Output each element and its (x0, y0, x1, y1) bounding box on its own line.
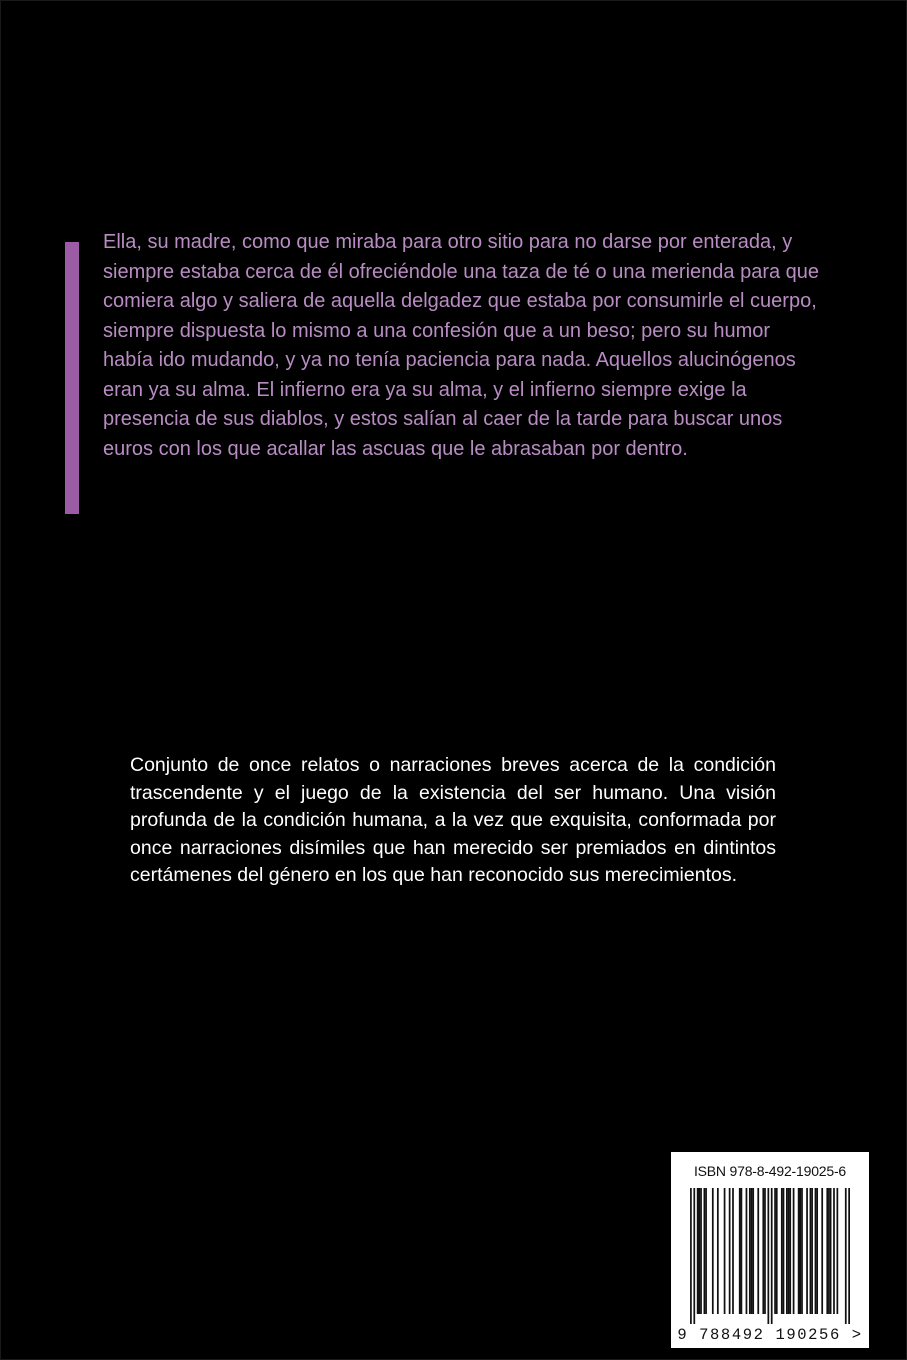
quote-accent-bar (65, 242, 79, 514)
barcode-bar (732, 1188, 734, 1314)
barcode-bar (712, 1188, 714, 1314)
isbn-barcode-box (671, 1152, 869, 1348)
barcode-bar (810, 1188, 812, 1314)
barcode-bar (826, 1188, 828, 1314)
barcode-bar (806, 1188, 808, 1314)
barcode-bar (788, 1188, 790, 1314)
barcode-bar (836, 1188, 838, 1314)
barcode-bar (771, 1188, 773, 1324)
barcode-bar (698, 1188, 700, 1314)
barcode-bar (741, 1188, 743, 1314)
barcode-bar (751, 1188, 753, 1314)
barcode-bar (821, 1188, 823, 1314)
barcode-bar (798, 1188, 800, 1314)
barcode-bar (767, 1188, 769, 1324)
barcode-bar (729, 1188, 731, 1314)
barcode-bar (764, 1188, 766, 1314)
barcode-bar (774, 1188, 776, 1314)
barcode-bar (815, 1188, 817, 1314)
barcode-bar (749, 1188, 751, 1314)
barcode-bar (700, 1188, 702, 1314)
barcode-bar (845, 1188, 847, 1324)
barcode-bar (697, 1188, 699, 1314)
barcode-bar (786, 1188, 788, 1314)
barcode-bar (828, 1188, 830, 1314)
barcode-bar (704, 1188, 706, 1314)
barcode-bar (833, 1188, 835, 1314)
barcode-bar (789, 1188, 791, 1314)
barcode-bar (801, 1188, 803, 1314)
barcode-bar (739, 1188, 741, 1314)
barcode-bars (685, 1188, 855, 1324)
book-synopsis: Conjunto de once relatos o narraciones breves acerca de la condición trascendente y el juego de la existencia del ser humano. Una visión profunda de la condición humana, a la vez que exquisita, conformada por once narraciones disímiles que han merecido ser premiados en dintintos certámenes del género en los que han reconocido sus merecimientos. (130, 754, 776, 886)
barcode-bar (746, 1188, 748, 1314)
barcode-bar (783, 1188, 785, 1314)
book-excerpt: Ella, su madre, como que miraba para otro sitio para no darse por enterada, y siempre estaba cerca de él ofreciéndole una taza de té o una merienda para que comiera algo y saliera de aquella delgadez que estaba por consumirle el cuerpo, siempre dispuesta lo mismo a una confesión que a un beso; pero su humor había ido mudando, y ya no tenía paciencia para nada. Aquellos alucinógenos eran ya su alma. El infierno era ya su alma, y el infierno siempre exige la presencia de sus diablos, y estos salían al caer de la tarde para buscar unos euros con los que acallar las ascuas que le abrasaban por dentro. (103, 231, 820, 460)
barcode-bar (693, 1188, 695, 1324)
barcode-bar (848, 1188, 850, 1324)
barcode-bar (776, 1188, 778, 1314)
barcode-bar (816, 1188, 818, 1314)
barcode-bar (705, 1188, 707, 1314)
barcode-bar (762, 1188, 764, 1314)
barcode-bar (717, 1188, 719, 1314)
barcode-bar (781, 1188, 783, 1314)
barcode-bar (799, 1188, 801, 1314)
isbn-label: ISBN 978-8-492-19025-6 (693, 1163, 847, 1179)
barcode-bar (752, 1188, 754, 1314)
barcode-bar (830, 1188, 832, 1314)
barcode-bar (757, 1188, 759, 1314)
barcode-digits: 9 788492 190256 > (677, 1326, 863, 1344)
barcode-bar (724, 1188, 726, 1314)
barcode-bar (793, 1188, 795, 1314)
barcode-bar (690, 1188, 692, 1324)
barcode-bar (811, 1188, 813, 1314)
